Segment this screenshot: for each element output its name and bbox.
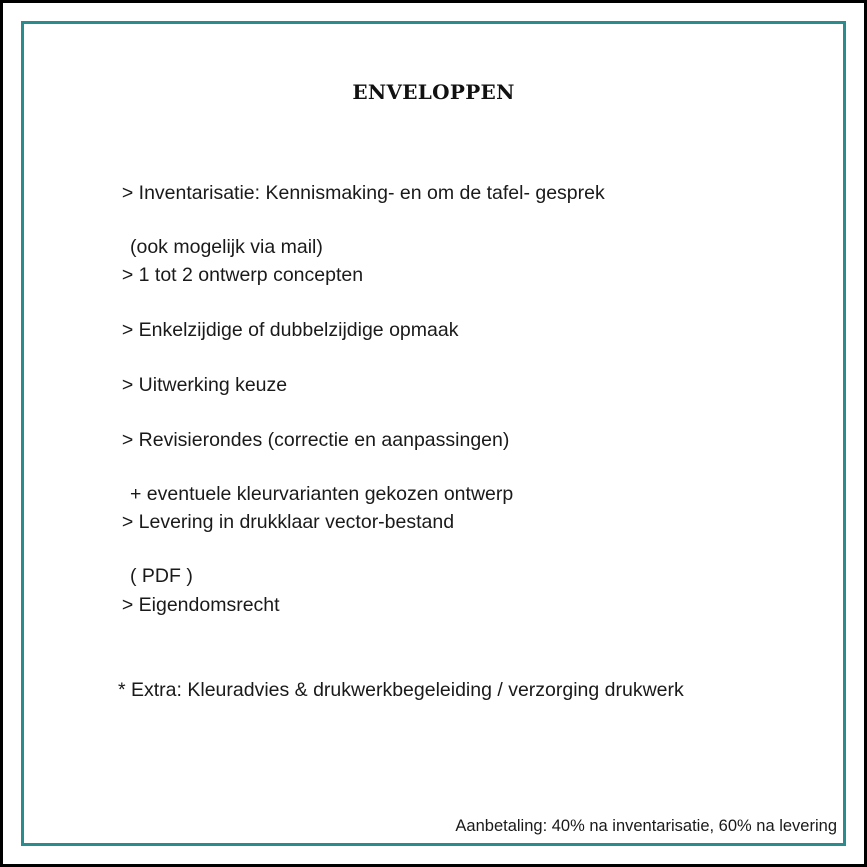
list-item-line: > Eigendomsrecht <box>121 594 280 616</box>
list-item-line: > 1 tot 2 ontwerp concepten <box>121 264 364 286</box>
list-item-line: > Enkelzijdige of dubbelzijdige opmaak <box>121 319 459 341</box>
list-item-continuation: (ook mogelijk via mail) <box>130 236 323 258</box>
payment-note: Aanbetaling: 40% na inventarisatie, 60% na levering <box>455 817 837 835</box>
page-title: ENVELOPPEN <box>352 80 515 104</box>
list-item-continuation: ( PDF ) <box>130 565 193 587</box>
extra-note: * Extra: Kleuradvies & drukwerkbegeleiding / verzorging drukwerk <box>118 679 684 701</box>
list-item-line: > Uitwerking keuze <box>121 374 288 396</box>
list-item-line: > Inventarisatie: Kennismaking- en om de tafel- gesprek <box>121 182 605 204</box>
list-item-opmaak <box>111 290 458 344</box>
list-item-eigendomsrecht <box>111 565 280 619</box>
list-item-uitwerking <box>111 345 287 399</box>
list-item-line: > Revisierondes (correctie en aanpassingen) <box>121 429 510 451</box>
list-item-continuation: + eventuele kleurvarianten gekozen ontwerp <box>130 483 514 505</box>
list-item-line: > Levering in drukklaar vector-bestand <box>121 511 455 533</box>
list-item-concepten <box>111 235 363 289</box>
